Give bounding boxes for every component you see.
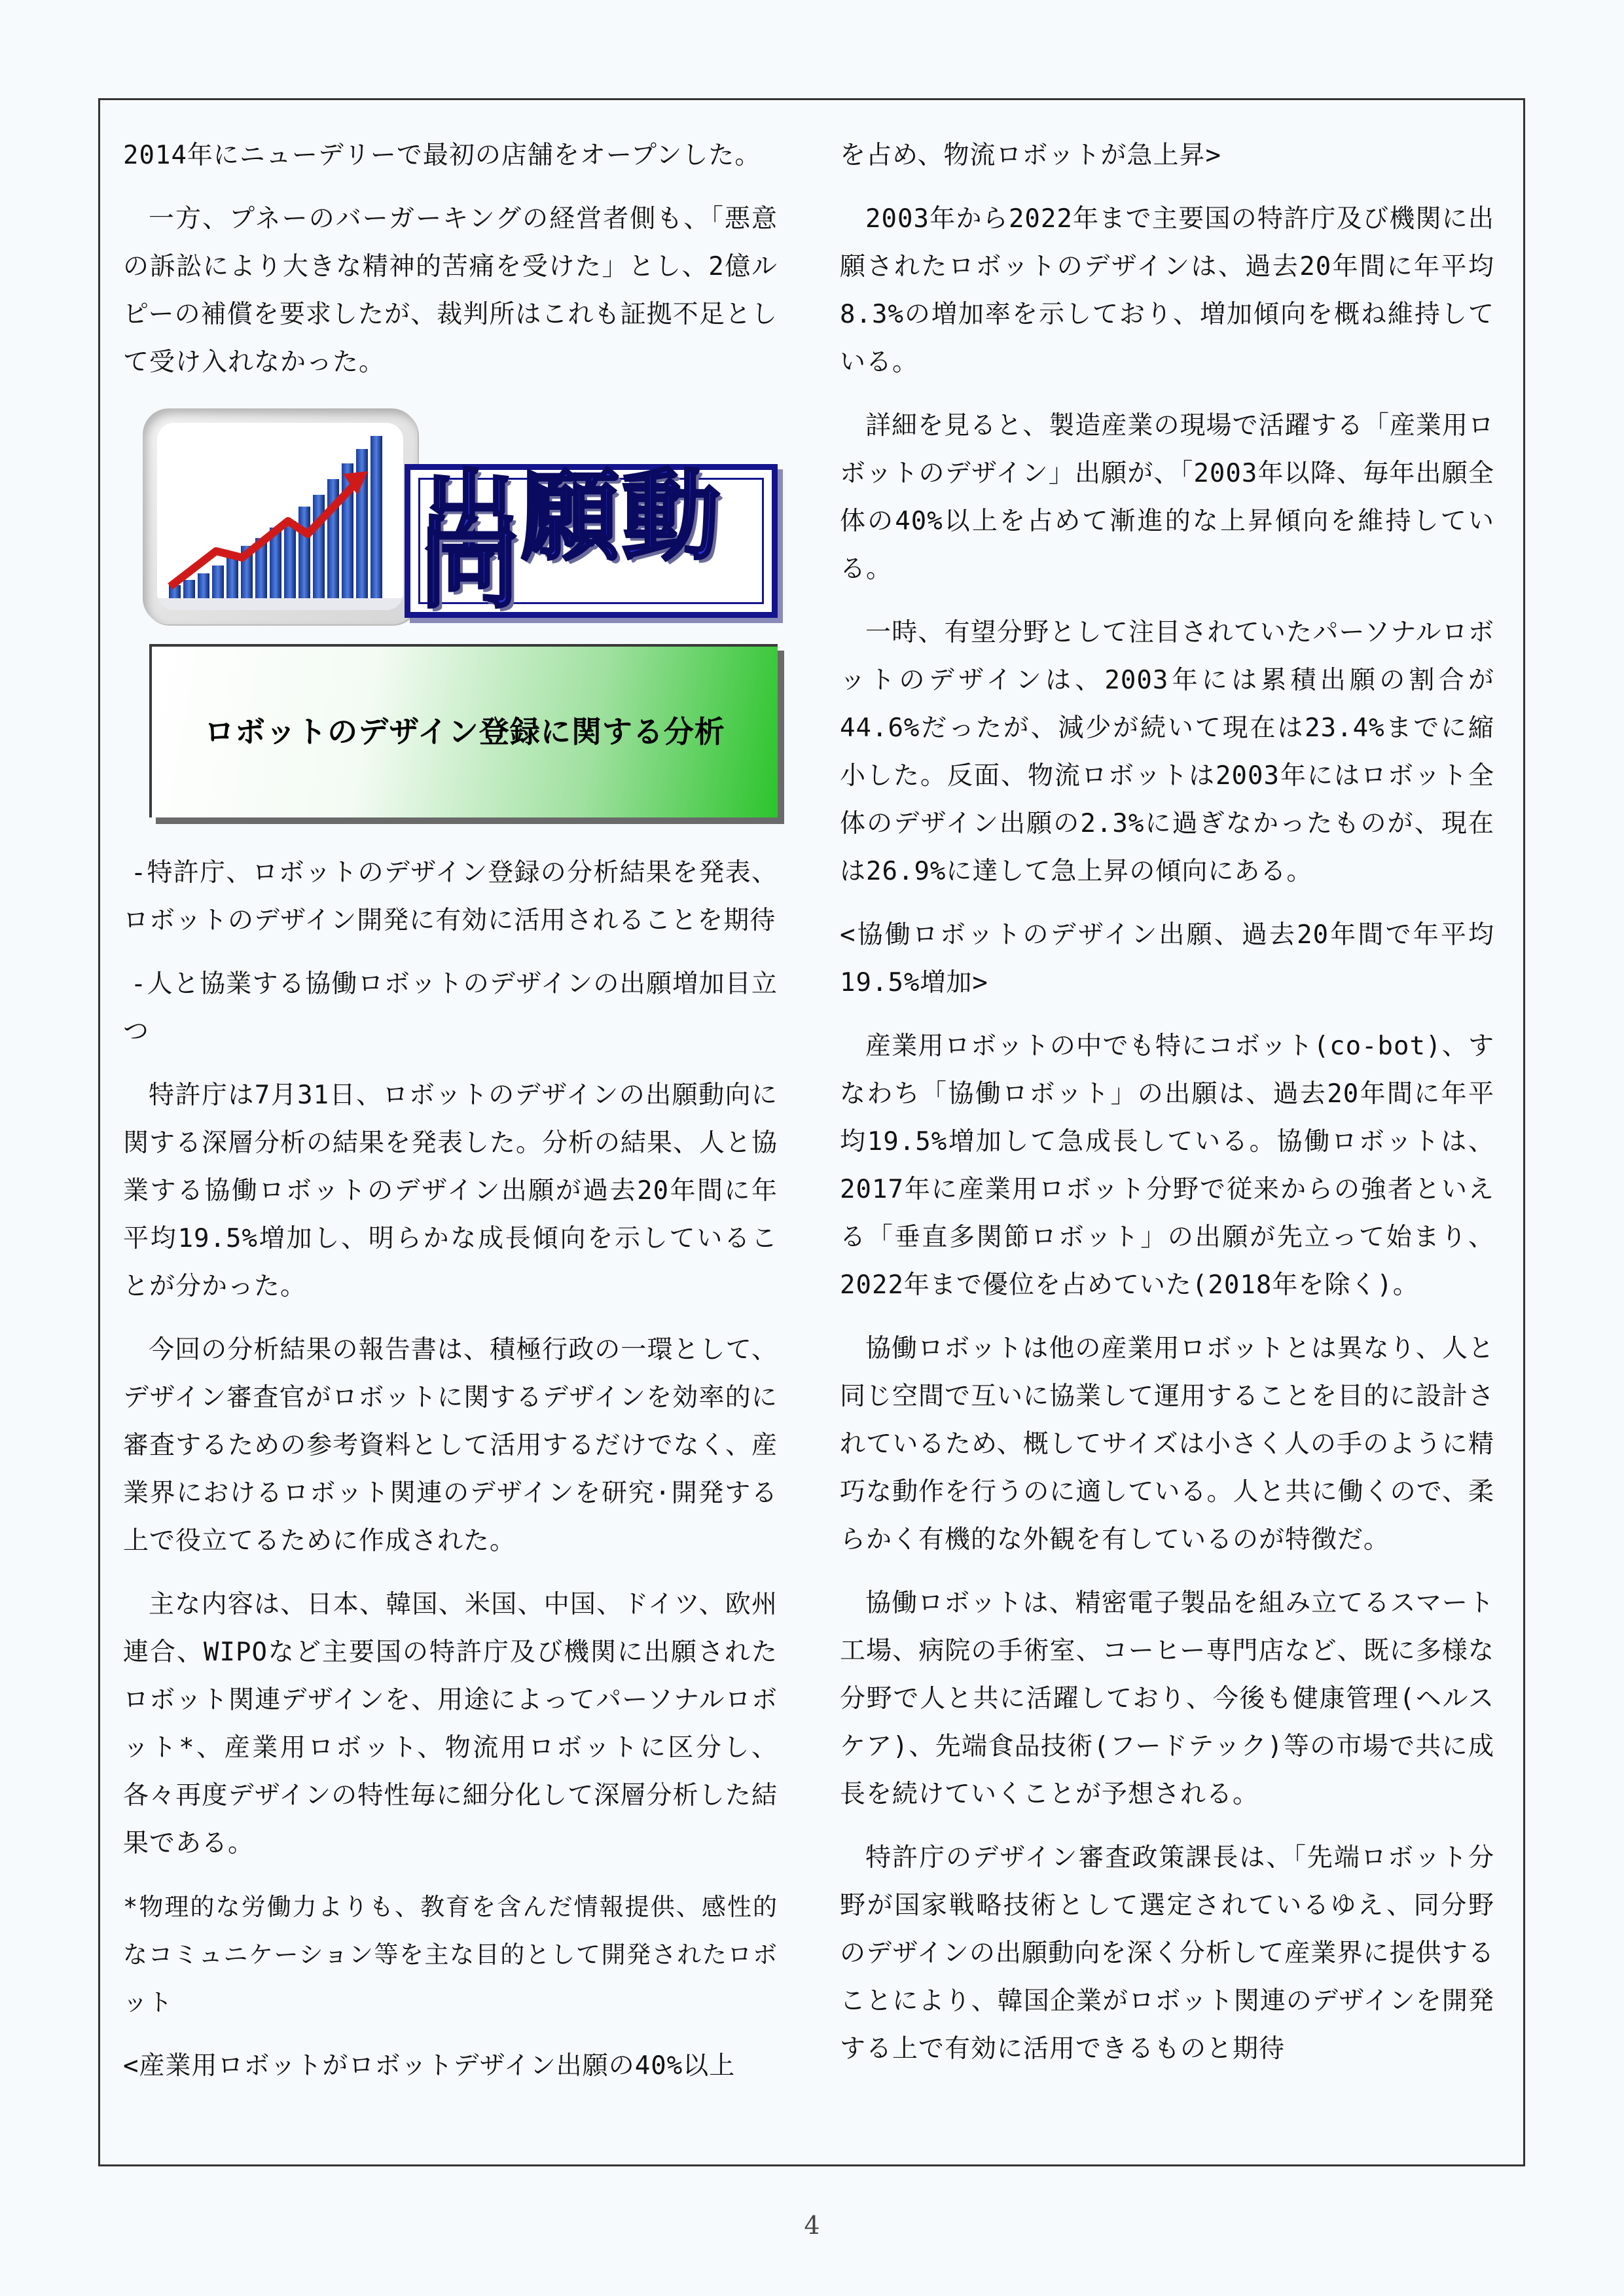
right-column — [840, 132, 1494, 2089]
paragraph: 一方、プネーのバーガーキングの経営者側も、「悪意の訴訟により大きな精神的苦痛を受けた」とし、2億ルピーの補償を要求したが、裁判所はこれも証拠不足として受け入れなかった。 — [123, 204, 778, 377]
paragraph: 2014年にニューデリーで最初の店舗をオープンした。 — [123, 141, 761, 170]
section-head: を占め、物流ロボットが急上昇> — [840, 141, 1221, 170]
section-heading: 出願動向 — [420, 459, 723, 622]
paragraph: 今回の分析結果の報告書は、積極行政の一環として、デザイン審査官がロボットに関するデザインを効率的に審査するための参考資料として活用するだけでなく、産業界におけるロボット関連のデザインを研究·開発する上で役立てるために作成された。 — [123, 1335, 778, 1556]
paragraph: 詳細を見ると、製造産業の現場で活躍する「産業用ロボットのデザイン」出願が、「2003年以降、毎年出願全体の40%以上を占めて漸進的な上昇傾向を維持している。 — [840, 411, 1494, 584]
heading-frame — [405, 459, 778, 622]
paragraph: 協働ロボットは、精密電子製品を組み立てるスマート工場、病院の手術室、コーヒー専門店など、既に多様な分野で人と共に活躍しており、今後も健康管理(ヘルスケア)、先端食品技術(フードテック)等の市場で共に成長を続けていくことが予想される。 — [840, 1588, 1494, 1809]
subtitle: -人と協業する協働ロボットのデザインの出願増加目立つ — [123, 969, 778, 1047]
rising-bar-chart-icon — [143, 408, 418, 624]
subheading-box — [149, 644, 778, 817]
paragraph: 協働ロボットは他の産業用ロボットとは異なり、人と同じ空間で互いに協業して運用することを目的に設計されているため、概してサイズは小さく人の手のように精巧な動作を行うのに適している。人と共に働くので、柔らかく有機的な外観を有しているのが特徴だ。 — [840, 1334, 1495, 1554]
paragraph: 特許庁のデザイン審査政策課長は、「先端ロボット分野が国家戦略技術として選定されているゆえ、同分野のデザインの出願動向を深く分析して産業界に提供することにより、韓国企業がロボット関連のデザインを開発する上で有効に活用できるものと期待 — [840, 1843, 1494, 2064]
paragraph: 2003年から2022年まで主要国の特許庁及び機関に出願されたロボットのデザインは、過去20年間に年平均8.3%の増加率を示しており、増加傾向を概ね維持している。 — [840, 204, 1494, 377]
paragraph: 特許庁は7月31日、ロボットのデザインの出願動向に関する深層分析の結果を発表した。分析の結果、人と協業する協働ロボットのデザイン出願が過去20年間に年平均19.5%増加し、明らかな成長傾向を示していることが分かった。 — [123, 1081, 778, 1301]
paragraph: 一時、有望分野として注目されていたパーソナルロボットのデザインは、2003年には累積出願の割合が44.6%だったが、減少が続いて現在は23.4%までに縮小した。反面、物流ロボットは2003年にはロボット全体のデザイン出願の2.3%に過ぎなかったものが、現在は26.9%に達して急上昇の傾向にある。 — [840, 618, 1494, 886]
paragraph: 産業用ロボットの中でも特にコボット(co-bot)、すなわち「協働ロボット」の出願は、過去20年間に年平均19.5%増加して急成長している。協働ロボットは、2017年に産業用ロボット分野で従来からの強者といえる「垂直多関節ロボット」の出願が先立って始まり、2022年まで優位を占めていた(2018年を除く)。 — [840, 1031, 1494, 1300]
section-subheading: ロボットのデザイン登録に関する分析 — [204, 714, 725, 749]
footnote: *物理的な労働力よりも、教育を含んだ情報提供、感性的なコミュニケーション等を主な目的として開発されたロボット — [123, 1893, 778, 2017]
page-frame — [98, 98, 1525, 2166]
paragraph: 主な内容は、日本、韓国、米国、中国、ドイツ、欧州連合、WIPOなど主要国の特許庁及び機関に出願されたロボット関連デザインを、用途によってパーソナルロボット*、産業用ロボット、物流用ロボットに区分し、各々再度デザインの特性毎に細分化して深層分析した結果である。 — [123, 1590, 778, 1858]
subtitle: -特許庁、ロボットのデザイン登録の分析結果を発表、ロボットのデザイン開発に有効に活用されることを期待 — [123, 858, 778, 935]
left-column — [123, 132, 778, 2106]
page-number: 4 — [804, 2211, 820, 2240]
section-head: <産業用ロボットがロボットデザイン出願の40%以上 — [123, 2051, 736, 2081]
section-banner — [123, 402, 778, 831]
section-head: <協働ロボットのデザイン出願、過去20年間で年平均19.5%増加> — [840, 920, 1494, 997]
